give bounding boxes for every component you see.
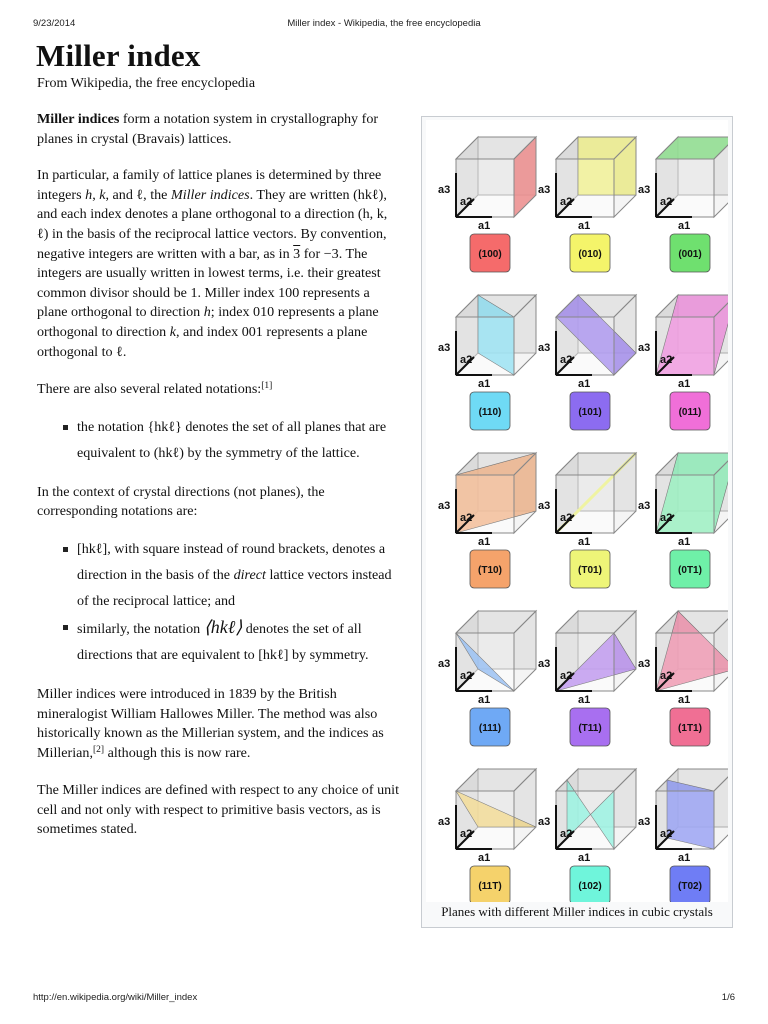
axis-label-a2: a2 xyxy=(560,196,573,208)
axis-label-a2: a2 xyxy=(660,196,673,208)
miller-label: (110) xyxy=(478,407,502,418)
related-notations-paragraph: There are also several related notations:[1] xyxy=(37,381,273,398)
miller-cell xyxy=(538,137,636,272)
math-angle-notation: ⟨hkℓ⟩ xyxy=(203,616,243,637)
bullet-icon xyxy=(63,625,68,630)
directions-paragraph: In the context of crystal directions (not planes), the corresponding notations are: xyxy=(37,483,325,520)
axis-label-a3: a3 xyxy=(638,500,651,512)
axis-label-a1: a1 xyxy=(478,852,491,864)
axis-label-a1: a1 xyxy=(578,694,591,706)
axis-label-a2: a2 xyxy=(660,512,673,524)
axis-label-a2: a2 xyxy=(560,354,573,366)
miller-cell xyxy=(538,769,636,902)
axis-label-a3: a3 xyxy=(438,184,451,196)
miller-label: (11T) xyxy=(478,881,502,892)
axis-label-a3: a3 xyxy=(438,500,451,512)
axis-label-a3: a3 xyxy=(538,658,551,670)
axis-label-a2: a2 xyxy=(560,828,573,840)
axis-label-a3: a3 xyxy=(638,816,651,828)
miller-figure xyxy=(421,116,733,928)
axis-label-a1: a1 xyxy=(678,536,691,548)
axis-label-a2: a2 xyxy=(660,670,673,682)
axis-label-a2: a2 xyxy=(460,354,473,366)
unit-cell-paragraph: The Miller indices are defined with respect to any choice of unit cell and not only with respect to primitive basis vectors, as is sometimes stated. xyxy=(37,782,399,838)
intro-paragraph: Miller indices form a notation system in crystallography for planes in crystal (Bravais) lattices. xyxy=(37,111,379,147)
axis-label-a2: a2 xyxy=(460,512,473,524)
axis-label-a2: a2 xyxy=(460,670,473,682)
page-title: Miller index xyxy=(36,38,201,73)
miller-cell xyxy=(538,295,636,430)
axis-label-a2: a2 xyxy=(560,512,573,524)
miller-cell xyxy=(638,611,728,746)
print-page-number: 1/6 xyxy=(721,992,735,1003)
tagline: From Wikipedia, the free encyclopedia xyxy=(37,76,256,91)
axis-label-a1: a1 xyxy=(578,378,591,390)
list-item: similarly, the notation ⟨hkℓ⟩ denotes the set of all directions that are equivalent to [hkℓ] by symmetry. xyxy=(37,614,399,668)
axis-label-a3: a3 xyxy=(538,184,551,196)
list-item: [hkℓ], with square instead of round brackets, denotes a direction in the basis of the direct lattice vectors instead of the reciprocal lattice; and xyxy=(37,536,399,614)
axis-label-a1: a1 xyxy=(478,220,491,232)
miller-label: (1T1) xyxy=(678,723,702,734)
axis-label-a1: a1 xyxy=(678,220,691,232)
miller-label: (100) xyxy=(478,249,502,260)
figure-caption: Planes with different Miller indices in cubic crystals xyxy=(441,904,713,919)
miller-cell xyxy=(538,611,636,746)
axis-label-a1: a1 xyxy=(678,694,691,706)
ref-link-1[interactable]: [1] xyxy=(261,381,273,392)
axis-label-a2: a2 xyxy=(560,670,573,682)
miller-label: (T10) xyxy=(478,565,502,576)
axis-label-a2: a2 xyxy=(460,828,473,840)
axis-label-a3: a3 xyxy=(438,658,451,670)
list-item: the notation {hkℓ} denotes the set of all planes that are equivalent to (hkℓ) by the symmetry of the lattice. xyxy=(37,414,399,466)
figure-image[interactable] xyxy=(426,120,728,902)
axis-label-a3: a3 xyxy=(538,816,551,828)
bar-three: 3 xyxy=(293,245,301,262)
axis-label-a1: a1 xyxy=(478,694,491,706)
miller-cell xyxy=(638,295,728,430)
axis-label-a2: a2 xyxy=(460,196,473,208)
print-header xyxy=(33,18,735,32)
miller-cell xyxy=(438,769,536,902)
bold-term: Miller indices xyxy=(37,111,120,127)
axis-label-a1: a1 xyxy=(478,536,491,548)
notation-list xyxy=(37,414,399,466)
miller-label: (111) xyxy=(478,723,502,734)
axis-label-a2: a2 xyxy=(660,828,673,840)
axis-label-a2: a2 xyxy=(660,354,673,366)
axis-label-a1: a1 xyxy=(578,852,591,864)
miller-label: (001) xyxy=(678,249,702,260)
axis-label-a3: a3 xyxy=(638,184,651,196)
print-footer xyxy=(33,992,735,1006)
miller-cell xyxy=(438,611,536,746)
axis-label-a1: a1 xyxy=(478,378,491,390)
axis-label-a3: a3 xyxy=(638,342,651,354)
bullet-icon xyxy=(63,425,68,430)
miller-cell xyxy=(638,453,728,588)
miller-planes-grid xyxy=(426,120,728,902)
bullet-icon xyxy=(63,547,68,552)
axis-label-a1: a1 xyxy=(578,220,591,232)
print-page-title: Miller index - Wikipedia, the free encyclopedia xyxy=(287,18,481,29)
print-date: 9/23/2014 xyxy=(33,18,76,29)
axis-label-a3: a3 xyxy=(538,500,551,512)
miller-label: (T02) xyxy=(678,881,702,892)
ref-link-2[interactable]: [2] xyxy=(92,744,105,755)
miller-cell xyxy=(438,137,536,272)
miller-cell xyxy=(438,453,536,588)
miller-label: (010) xyxy=(578,249,602,260)
print-url: http://en.wikipedia.org/wiki/Miller_index xyxy=(33,992,198,1003)
history-paragraph: Miller indices were introduced in 1839 by the British mineralogist William Hallowes Miller. The method was also historically known as the Millerian system, and the indices as Millerian,[2] although this is now rare. xyxy=(37,685,384,761)
article-body xyxy=(37,110,399,858)
axis-label-a3: a3 xyxy=(438,816,451,828)
notation-paragraph: In particular, a family of lattice planes is determined by three integers h, k, and ℓ, the Miller indices. They are written (hkℓ), and each index denotes a plane orthogonal to a direction (h, k, ℓ) in the basis of the reciprocal lattice vectors. By convention, negative integers are written with a bar, as in 3 for −3. The integers are usually written in lowest terms, i.e. their greatest common divisor should be 1. Miller index 100 represents a plane orthogonal to direction h; index 010 represents a plane orthogonal to direction k, and index 001 represents a plane orthogonal to ℓ. xyxy=(37,167,388,360)
axis-label-a1: a1 xyxy=(578,536,591,548)
axis-label-a1: a1 xyxy=(678,852,691,864)
axis-label-a3: a3 xyxy=(538,342,551,354)
axis-label-a3: a3 xyxy=(638,658,651,670)
miller-label: (T11) xyxy=(578,723,602,734)
miller-label: (102) xyxy=(578,881,602,892)
axis-label-a3: a3 xyxy=(438,342,451,354)
direction-notation-list xyxy=(37,536,399,668)
miller-label: (0T1) xyxy=(678,565,702,576)
miller-cell xyxy=(538,453,636,588)
miller-cell xyxy=(438,295,536,430)
miller-cell xyxy=(638,137,728,272)
miller-label: (011) xyxy=(678,407,702,418)
miller-label: (101) xyxy=(578,407,602,418)
axis-label-a1: a1 xyxy=(678,378,691,390)
miller-label: (T01) xyxy=(578,565,602,576)
miller-cell xyxy=(638,769,728,902)
